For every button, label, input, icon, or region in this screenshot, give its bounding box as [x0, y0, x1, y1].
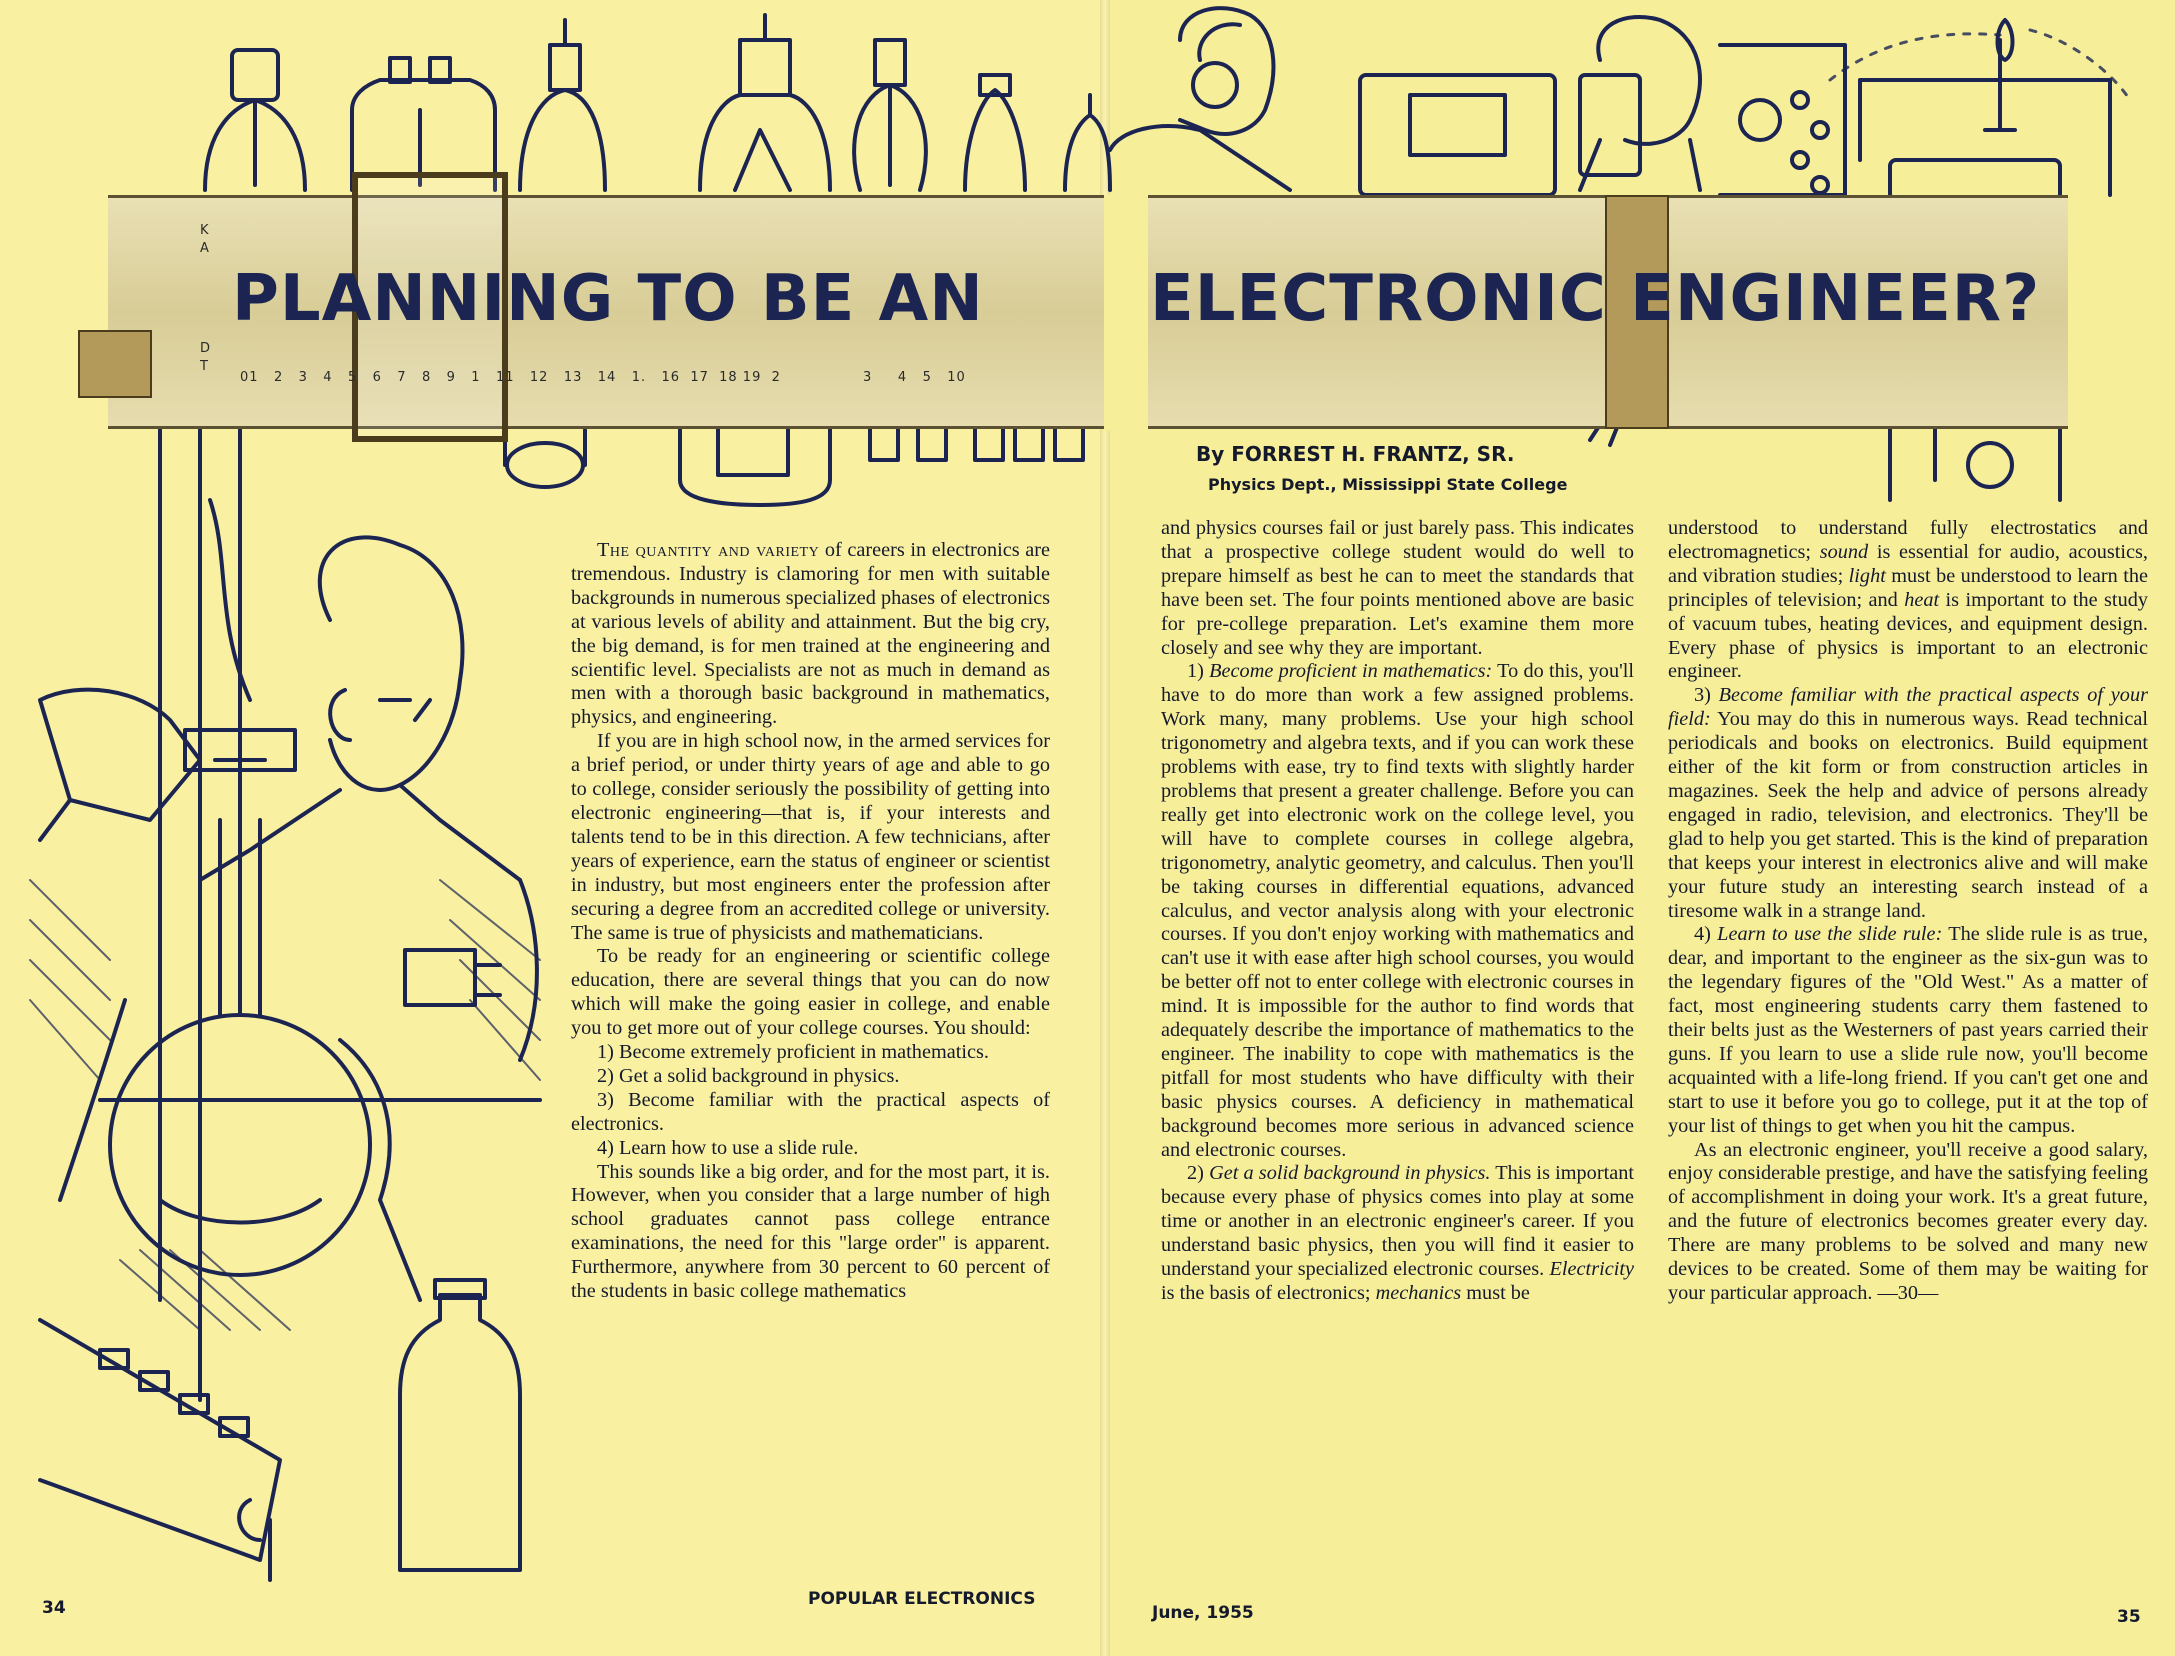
paragraph-text: of careers in electronics are tremendous. Industry is clamoring for men with suitable backgrounds in numerous specialized phases of electronics at various levels of ability and attainment. But the big cry, the big demand, is for men trained at the engineering and scientific level. Specialists are not as much in demand as men with a thorough basic background in mathematics, physics, and engineering. — [571, 539, 1050, 729]
paragraph-text: is important to the study of vacuum tubes, heating devices, and equipment design. Every phase of physics is important to an electronic engineer. — [1668, 588, 2148, 683]
vacuum-tube-icon — [520, 20, 605, 190]
paragraph — [1668, 517, 2148, 684]
section-heading: Become proficient in mathematics: — [1209, 660, 1493, 683]
headline-right: ELECTRONIC ENGINEER? — [1150, 262, 2041, 336]
list-item: 4) Learn how to use a slide rule. — [597, 1136, 859, 1159]
paragraph: and physics courses fail or just barely pass. This indicates that a prospective college student would do well to prepare himself as best he can to meet the standards that have been set. The four points mentioned above are basic for pre-college preparation. Let's examine them more closely and see why they are important. — [1161, 517, 1634, 659]
ruler-tick-numbers: 01 2 3 4 5 6 7 8 9 1 11 12 13 14 1. 16 17 18 19 2 3 4 5 10 — [240, 370, 966, 385]
list-item: 2) Get a solid background in physics. — [597, 1064, 900, 1087]
emphasis: Electricity — [1549, 1258, 1634, 1281]
paragraph: This sounds like a big order, and for the most part, it is. However, when you consider that a large number of high school graduates cannot pass college entrance examinations, the need for this "large order" is apparent. Furthermore, anywhere from 30 percent to 60 percent of the students in basic college mathematics — [571, 1160, 1050, 1303]
vacuum-tube-icon — [854, 40, 926, 190]
page-number-left: 34 — [42, 1598, 66, 1618]
gutter-break — [1104, 195, 1148, 431]
section-number: 2) — [1187, 1162, 1210, 1185]
section-number: 3) — [1694, 684, 1719, 707]
bottle-icon — [400, 1280, 520, 1570]
paragraph: As an electronic engineer, you'll receive a good salary, enjoy considerable prestige, and have the satisfying feeling of accomplishment in doing your work. It's a great future, and the future of electronics becomes greater every day. There are many problems to be solved and many new devices to be created. Some of them may be waiting for your particular approach. —30— — [1668, 1138, 2148, 1304]
paragraph-text: is essential for audio, acoustics, and vibration studies; — [1668, 540, 2148, 587]
section-number: 1) — [1187, 660, 1210, 683]
article-column-2 — [1161, 517, 1634, 1306]
paragraph-text: The slide rule is as true, dear, and important to the engineer as the six-gun was to the legendary figures of the "Old West." As a matter of fact, most engineering students carry them fastened to their belts just as the Westerners of past years carried their guns. If you learn to use a slide rule now, you'll become acquainted with a life-long friend. If you can't get one and start to use it before you go to college, put it at the top of your list of things to get when you hit the campus. — [1668, 923, 2148, 1137]
paragraph: To be ready for an engineering or scientific college education, there are several things that you can do now which will make the going easier in college, and enable you to get more out of your college courses. You should: — [571, 945, 1050, 1040]
flask-icon — [110, 420, 500, 1400]
vacuum-tube-icon — [1065, 95, 1110, 190]
paragraph-text: must be understood to learn the principles of television; and — [1668, 564, 2148, 611]
list-item: 1) Become extremely proficient in mathematics. — [597, 1041, 989, 1064]
article-column-1 — [571, 539, 1050, 1304]
emphasis: mechanics — [1375, 1282, 1462, 1304]
vacuum-tube-icon — [965, 75, 1025, 190]
byline: By FORREST H. FRANTZ, SR. — [1196, 442, 1515, 466]
section-heading: Become familiar with the practical aspects of your field: — [1668, 684, 2148, 731]
keyboard-icon — [40, 1320, 280, 1580]
section-heading: Learn to use the slide rule: — [1717, 923, 1943, 946]
list-item: 3) Become familiar with the practical aspects of electronics. — [571, 1088, 1050, 1135]
slide-rule-end-left — [78, 330, 152, 398]
section-paragraph — [1161, 1162, 1634, 1305]
vacuum-tube-icon — [870, 425, 1083, 460]
section-paragraph — [1668, 684, 2148, 923]
ruler-scale-letters-bottom: D T — [200, 341, 212, 374]
vacuum-tube-icon — [205, 50, 305, 190]
paragraph — [571, 539, 1050, 730]
article-column-3 — [1668, 517, 2148, 1306]
scientist-illustration — [40, 537, 540, 1200]
vacuum-tube-icon — [352, 58, 495, 190]
paragraph-text: To do this, you'll have to do more than work a few assigned problems. Work many, many problems. Use your high school trigonometry and algebra texts, and if you can work these problems with ease, try to find texts with slightly harder problems that present a greater challenge. Before you can really get into electronic work on the college level, you will have to complete courses in college algebra, trigonometry, analytic geometry, and calculus. Then you'll be taking courses in differential equations, advanced calculus, and vector analysis along with your electronic courses. If you don't enjoy working with mathematics and can't use it with ease after high school courses, you would be better off not to enter college with electronic courses in mind. It is impossible for the author to find words that adequately describe the importance of mathematics to the engineer. The inability to cope with mathematics is the pitfall for most students who have difficulty with their basic physics courses. A deficiency in mathematical background becomes more serious in advanced science and electronic courses. — [1161, 660, 1635, 1161]
paragraph-text: understood to understand fully electrostatics and electromagnetics; — [1668, 517, 2148, 563]
vacuum-tube-icon — [700, 15, 830, 190]
emphasis: heat — [1904, 588, 1940, 611]
magazine-name: POPULAR ELECTRONICS — [808, 1589, 1036, 1609]
paragraph-text: must be — [1461, 1282, 1530, 1304]
section-heading: Get a solid background in physics. — [1209, 1162, 1491, 1185]
paragraph: If you are in high school now, in the armed services for a brief period, or under thirty years of age and able to go to college, consider seriously the possibility of getting into electronic engineering—that is, if your interests and talents tend to be in this direction. A few technicians, after years of experience, earn the status of engineer or scientist in industry, but most engineers enter the profession after securing a degree from an accredited college or university. The same is true of physicists and mathematicians. — [571, 730, 1050, 944]
ruler-scale-letters-top: K A — [200, 223, 210, 256]
page-number-right: 35 — [2117, 1607, 2141, 1627]
author-affiliation: Physics Dept., Mississippi State College — [1208, 475, 1568, 494]
paragraph-text: is the basis of electronics; — [1161, 1282, 1376, 1304]
vacuum-tube-icon — [680, 425, 830, 505]
section-number: 4) — [1694, 923, 1718, 946]
headline-left: PLANNING TO BE AN — [232, 262, 984, 336]
section-paragraph — [1161, 660, 1634, 1162]
emphasis: sound — [1819, 540, 1869, 563]
paragraph-text: This is important because every phase of physics comes into play at some time or another in an electronic engineer's career. If you understand basic physics, then you will find it easier to understand your specialized electronic courses. — [1161, 1162, 1634, 1281]
lead-in: The quantity and variety — [597, 539, 820, 561]
emphasis: light — [1848, 564, 1886, 587]
vacuum-tube-icon — [505, 430, 585, 487]
section-paragraph — [1668, 923, 2148, 1138]
paragraph-text: You may do this in numerous ways. Read technical periodicals and books on electronics. Build equipment either of the kit form or from construction articles in magazines. Seek the help and advice of persons already engaged in radio, television, and electronics. They'll be glad to help you get started. This is the kind of preparation that keeps your interest in electronics alive and will make your future study an interesting search instead of a tiresome walk in a strange land. — [1668, 708, 2148, 922]
issue-date: June, 1955 — [1152, 1603, 1254, 1623]
